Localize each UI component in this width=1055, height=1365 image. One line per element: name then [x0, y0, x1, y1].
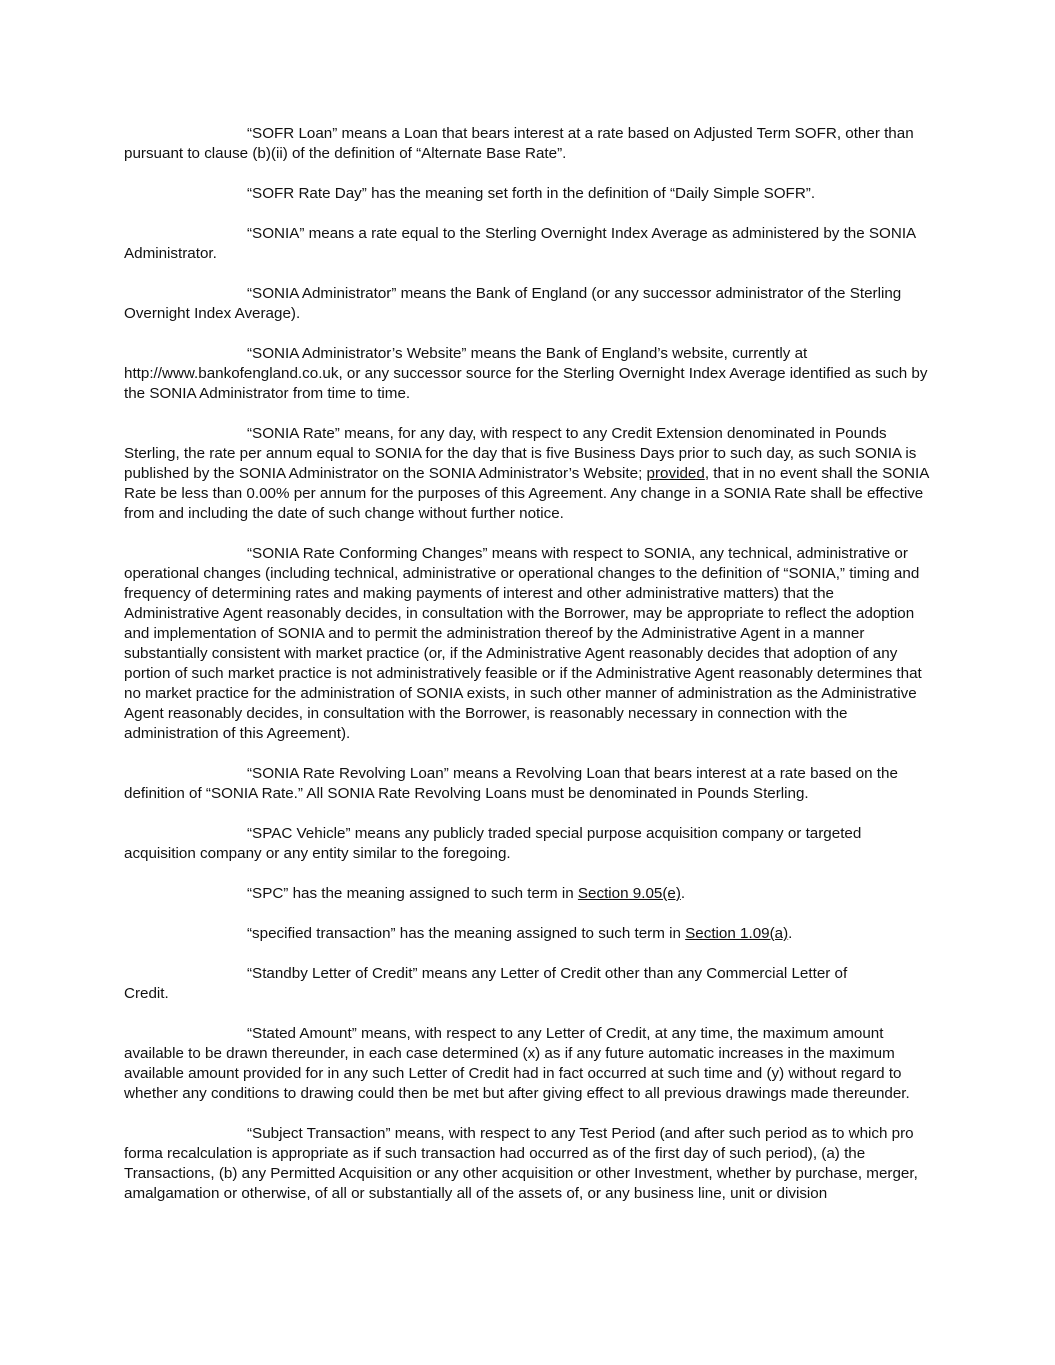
definition-text: has the meaning assigned to such term in [395, 925, 686, 942]
definition-text: , that in no event shall the SONIA Rate be less than 0.00% per annum for the purposes of this Agreement. Any change in a SONIA Rate shall be effective from and including the date of such change without further notice. [124, 465, 929, 522]
definition-text: means the Bank of England (or any successor administrator of the Sterling Overnight Index Average). [124, 285, 902, 322]
definition-text: means the Bank of England’s website, currently at http://www.bankofengland.co.uk, or any successor source for the Sterling Overnight Index Average identified as such by the SONIA Administrator from time to time. [124, 345, 928, 402]
definition-text: means any publicly traded special purpose acquisition company or targeted acquisition company or any entity similar to the foregoing. [124, 825, 862, 862]
definition-sonia-rate-revolving-loan [124, 764, 932, 804]
definition-sonia-rate [124, 424, 932, 524]
definition-stated-amount [124, 1024, 932, 1104]
definition-text: means, with respect to any Letter of Credit, at any time, the maximum amount available to be drawn thereunder, in each case determined (x) as if any future automatic increases in the maximum available amount provided for in any such Letter of Credit had in fact occurred at such time and (y) without regard to whether any conditions to drawing could then be met but after giving effect to all previous drawings made thereunder. [124, 1025, 910, 1102]
defined-term: “SONIA Administrator’s Website” [247, 345, 467, 362]
definition-text: . [680, 885, 686, 902]
definition-sonia-administrator [124, 284, 932, 324]
document-page [124, 124, 932, 1224]
defined-term: “SONIA Rate Conforming Changes” [247, 545, 488, 562]
defined-term: “SONIA” [247, 225, 305, 242]
definition-text: means any Letter of Credit other than any Commercial Letter of [417, 965, 848, 982]
definition-sonia-rate-conforming-changes [124, 544, 932, 744]
definition-text: means a Loan that bears interest at a rate based on Adjusted Term SOFR, other than pursuant to clause (b)(ii) of the definition of “Alternate Base Rate”. [124, 125, 914, 162]
definition-text: means a rate equal to the Sterling Overnight Index Average as administered by the SONIA Administrator. [124, 225, 916, 262]
section-reference-1-09-a: Section 1.09(a) [685, 925, 789, 942]
defined-term: “SPAC Vehicle” [247, 825, 351, 842]
defined-term: “SONIA Rate Revolving Loan” [247, 765, 449, 782]
defined-term: “Subject Transaction” [247, 1125, 391, 1142]
definition-text: . [788, 925, 793, 942]
definition-standby-letter-of-credit [124, 964, 932, 1004]
defined-term: “SONIA Rate” [247, 425, 340, 442]
definition-continuation: Credit. [124, 985, 169, 1002]
underlined-provided: provided [646, 465, 705, 482]
defined-term: “Standby Letter of Credit” [247, 965, 418, 982]
definition-specified-transaction [124, 924, 932, 944]
definition-text: means, with respect to any Test Period (and after such period as to which pro forma recalculation is appropriate as if such transaction had occurred as of the first day of such period), (a) the Transactions, (b) any Permitted Acquisition or any other acquisition or other Investment, whether by purchase, merger, amalgamation or otherwise, of all or substantially all of the assets of, or any business line, unit or division [124, 1125, 918, 1202]
definition-sofr-loan [124, 124, 932, 164]
definition-sonia-administrator-website [124, 344, 932, 404]
definition-sofr-rate-day [124, 184, 932, 204]
defined-term: “SOFR Loan” [247, 125, 338, 142]
defined-term: “Stated Amount” [247, 1025, 357, 1042]
definition-spac-vehicle [124, 824, 932, 864]
definition-subject-transaction [124, 1124, 932, 1204]
defined-term: “SONIA Administrator” [247, 285, 397, 302]
definition-text: has the meaning assigned to such term in [288, 885, 578, 902]
section-reference-9-05-e: Section 9.05(e) [577, 885, 681, 902]
defined-term: “SPC” [247, 885, 289, 902]
definition-text: has the meaning set forth in the definition of “Daily Simple SOFR”. [366, 185, 816, 202]
definition-spc [124, 884, 932, 904]
defined-term: “specified transaction” [247, 925, 396, 942]
definition-text: means with respect to SONIA, any technical, administrative or operational changes (including technical, administrative or operational changes to the definition of “SONIA,” timing and frequency of determining rates and making payments of interest and other administrative matters) that the Administrative Agent reasonably decides, in consultation with the Borrower, may be appropriate to reflect the adoption and implementation of SONIA and to permit the administration thereof by the Administrative Agent in a manner substantially consistent with market practice (or, if the Administrative Agent reasonably decides that adoption of any portion of such market practice is not administratively feasible or if the Administrative Agent reasonably determines that no market practice for the administration of SONIA exists, in such other manner of administration as the Administrative Agent reasonably decides, in consultation with the Borrower, is reasonably necessary in connection with the administration of this Agreement). [124, 545, 922, 742]
definition-text: means, for any day, with respect to any Credit Extension denominated in Pounds Sterling, the rate per annum equal to SONIA for the day that is five Business Days prior to such day, as such SONIA is published by the SONIA Administrator on the SONIA Administrator’s Website; [124, 425, 917, 482]
defined-term: “SOFR Rate Day” [247, 185, 367, 202]
definition-sonia [124, 224, 932, 264]
definition-text: means a Revolving Loan that bears interest at a rate based on the definition of “SONIA Rate.” All SONIA Rate Revolving Loans must be denominated in Pounds Sterling. [124, 765, 898, 802]
